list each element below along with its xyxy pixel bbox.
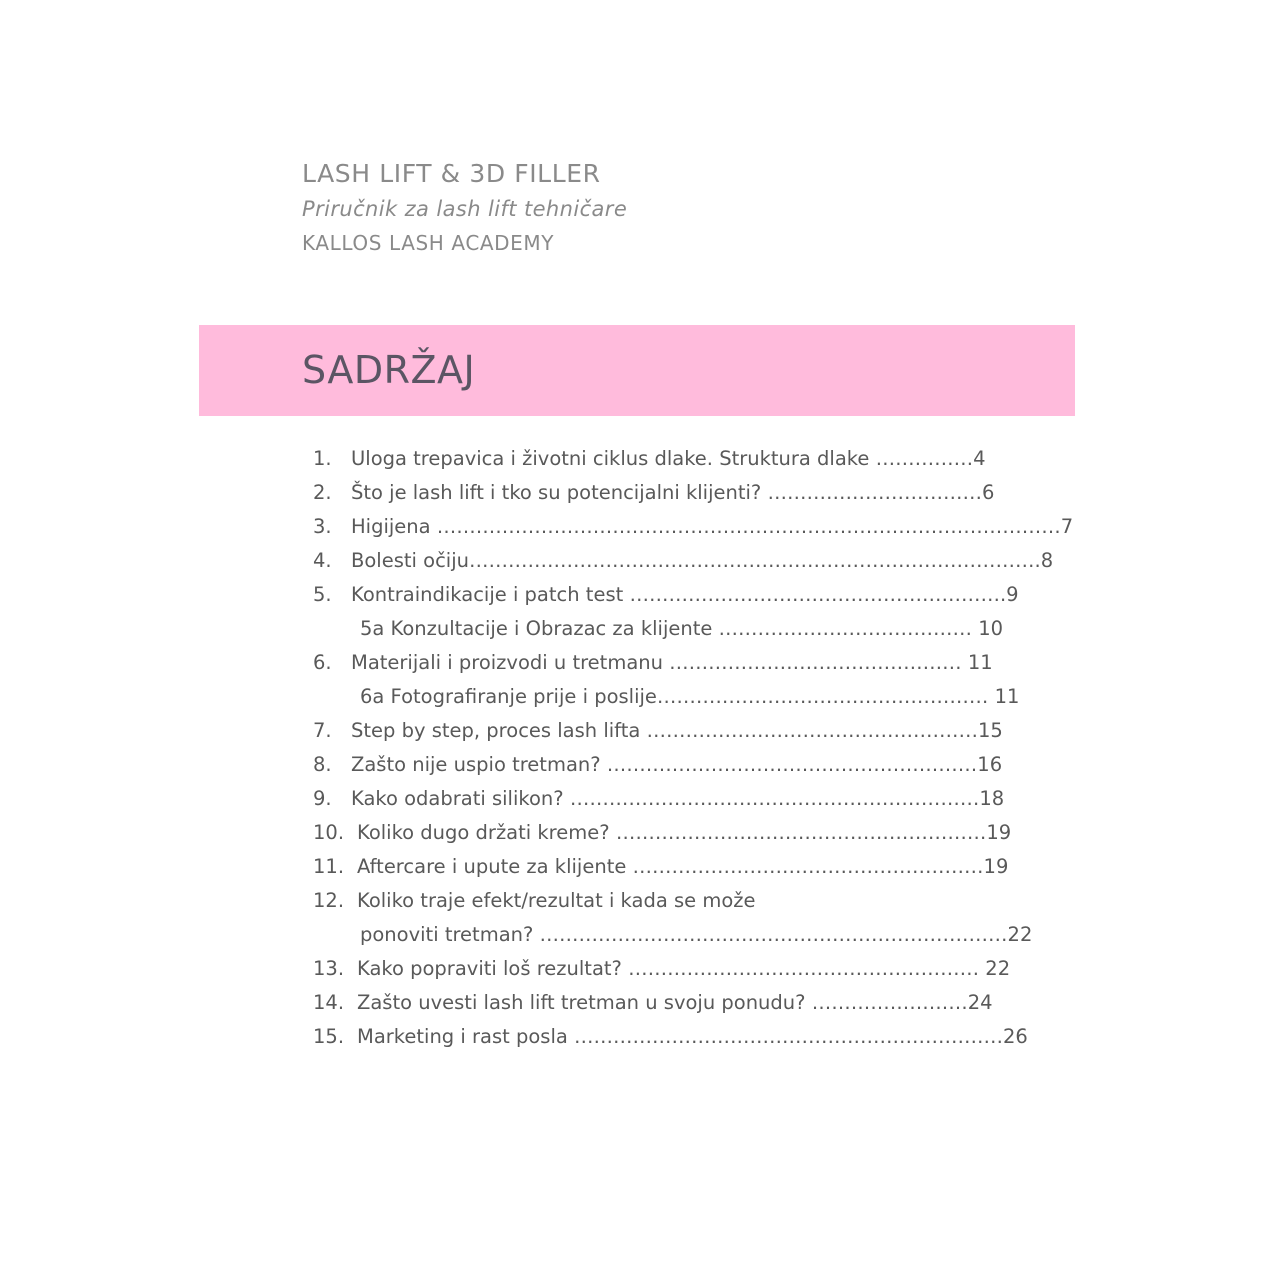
toc-entry-text: Uloga trepavica i životni ciklus dlake. Struktura dlake ……………4 — [351, 447, 986, 470]
toc-entry — [313, 986, 993, 1020]
organization-name: KALLOS LASH ACADEMY — [302, 231, 555, 255]
toc-subentry — [313, 612, 1004, 646]
toc-entry — [313, 884, 953, 918]
toc-entry — [313, 578, 1019, 612]
document-header — [302, 158, 627, 260]
toc-entry-text: Bolesti očiju…………………………………………………………………………….8 — [351, 549, 1054, 572]
toc-entry-number: 6. — [313, 651, 332, 674]
toc-entry-text: ponoviti tretman? ………………………………………………………………22 — [360, 923, 1033, 946]
toc-entry-text: Aftercare i upute za klijente ………………………………………………19 — [357, 855, 1009, 878]
toc-entry-text: Koliko traje efekt/rezultat i kada se može — [357, 889, 756, 912]
toc-entry — [313, 1020, 1028, 1054]
toc-entry-text: Kontraindikacije i patch test ………………………………………………….9 — [351, 583, 1019, 606]
table-of-contents — [313, 442, 1074, 1054]
toc-entry — [313, 850, 1009, 884]
toc-entry — [313, 748, 1003, 782]
toc-entry-number: 13. — [313, 957, 345, 980]
toc-entry-text: Higijena ……………………………………………………………………………………7 — [351, 515, 1074, 538]
toc-entry — [313, 646, 993, 680]
toc-entry-text: Step by step, proces lash lifta ……………………………………………15 — [351, 719, 1003, 742]
toc-entry-text: Materijali i proizvodi u tretmanu ……………………………………… 11 — [351, 651, 993, 674]
toc-entry-text: Što je lash lift i tko su potencijalni klijenti? ……………………………6 — [351, 481, 995, 504]
toc-entry-text: Kako popraviti loš rezultat? ……………………………………………… 22 — [357, 957, 1011, 980]
toc-entry-text: 6a Fotografiranje prije i poslije…………………………………………… 11 — [360, 685, 1020, 708]
toc-entry-continuation — [313, 918, 1033, 952]
toc-entry-number: 9. — [313, 787, 332, 810]
toc-subentry — [313, 680, 1020, 714]
toc-entry-number: 7. — [313, 719, 332, 742]
toc-entry — [313, 476, 995, 510]
toc-entry-number: 10. — [313, 821, 345, 844]
toc-entry-text: Zašto nije uspio tretman? …………………………………………………16 — [351, 753, 1003, 776]
toc-entry-number: 8. — [313, 753, 332, 776]
toc-entry — [313, 952, 1011, 986]
toc-entry — [313, 714, 1003, 748]
toc-entry-number: 4. — [313, 549, 332, 572]
toc-entry-text: 5a Konzultacije i Obrazac za klijente ………………………………… 10 — [360, 617, 1004, 640]
toc-entry — [313, 544, 1054, 578]
toc-entry-text: Marketing i rast posla …………………………………………………………26 — [357, 1025, 1028, 1048]
toc-entry-number: 2. — [313, 481, 332, 504]
toc-entry-number: 3. — [313, 515, 332, 538]
contents-banner — [199, 325, 1075, 416]
toc-entry — [313, 510, 1074, 544]
toc-entry — [313, 816, 1012, 850]
toc-entry-text: Kako odabrati silikon? ………………………………………………………18 — [351, 787, 1005, 810]
toc-entry-number: 11. — [313, 855, 345, 878]
contents-heading: SADRŽAJ — [302, 348, 476, 392]
document-subtitle: Priručnik za lash lift tehničare — [302, 197, 628, 221]
toc-entry — [313, 442, 986, 476]
toc-entry-number: 14. — [313, 991, 345, 1014]
toc-entry-number: 1. — [313, 447, 332, 470]
toc-entry-number: 5. — [313, 583, 332, 606]
toc-entry-number: 12. — [313, 889, 345, 912]
toc-entry-number: 15. — [313, 1025, 345, 1048]
toc-entry-text: Koliko dugo držati kreme? …………………………………………………19 — [357, 821, 1012, 844]
document-title: LASH LIFT & 3D FILLER — [302, 159, 601, 188]
toc-entry-text: Zašto uvesti lash lift tretman u svoju ponudu? ……………………24 — [357, 991, 993, 1014]
toc-entry — [313, 782, 1005, 816]
